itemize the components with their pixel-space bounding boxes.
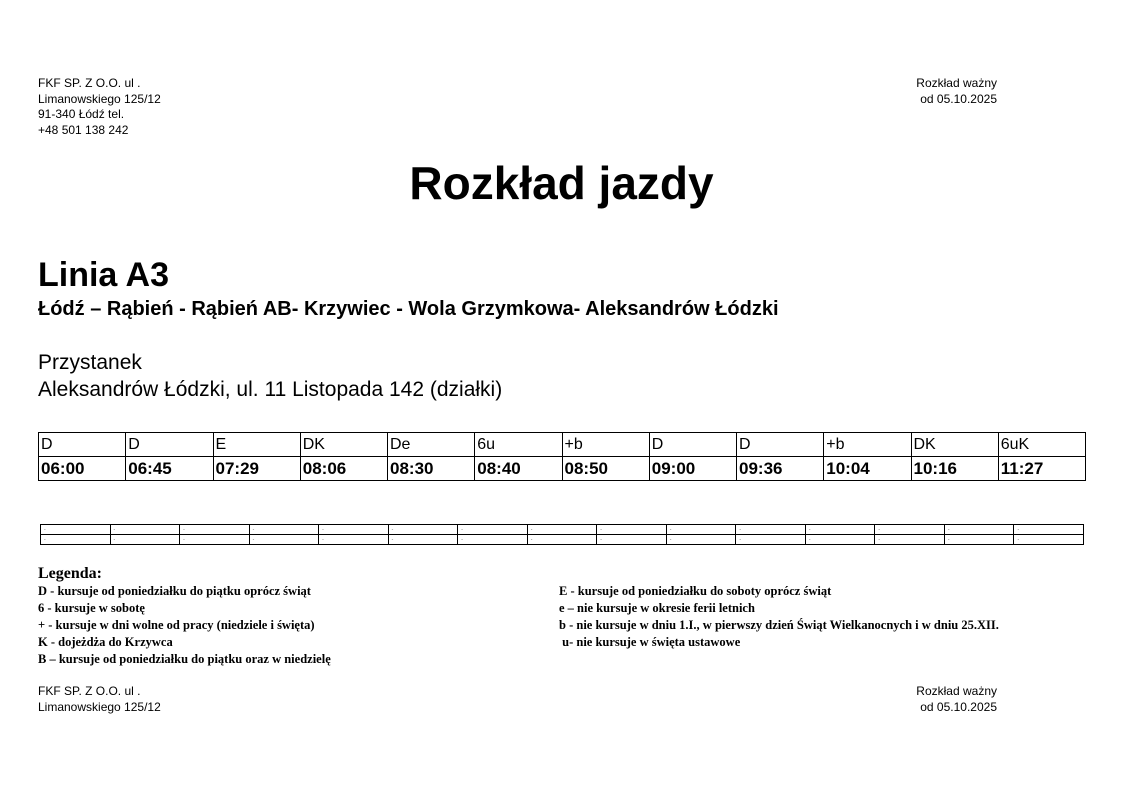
company-line: Limanowskiego 125/12 [38,699,161,714]
route-code: D [737,433,824,457]
route-code: DK [300,433,387,457]
empty-grid-cell: - [597,535,667,545]
departure-time: 10:04 [824,457,911,481]
empty-grid-cell: - [736,535,806,545]
validity-line: Rozkład ważny [916,684,997,698]
legend-item: e – nie kursuje w okresie ferii letnich [559,601,755,615]
validity-line: Rozkład ważny [916,76,997,90]
empty-grid-cell: - [110,535,180,545]
route-code: D [39,433,126,457]
empty-timetable-grid [40,524,1084,545]
departure-time: 09:00 [649,457,736,481]
empty-grid-cell: - [597,525,667,535]
empty-grid-cell: - [180,525,250,535]
empty-grid-cell: - [319,535,389,545]
timetable [38,432,1086,481]
company-line: FKF SP. Z O.O. ul . [38,684,141,698]
departure-time: 08:40 [475,457,562,481]
legend-item: K - dojeżdża do Krzywca [38,635,173,649]
company-line: FKF SP. Z O.O. ul . [38,76,141,90]
empty-grid-cell: - [944,535,1014,545]
departure-time: 09:36 [737,457,824,481]
company-line: 91-340 Łódź tel. [38,107,125,121]
empty-grid-cell: - [388,535,458,545]
empty-grid-cell: - [41,525,111,535]
route-code: +b [824,433,911,457]
empty-grid-cell: - [666,535,736,545]
legend-item: u- nie kursuje w święta ustawowe [559,635,741,649]
route-code: +b [562,433,649,457]
company-line: +48 501 138 242 [38,122,129,137]
validity-line: od 05.10.2025 [920,91,997,106]
footer-company-info [38,684,161,715]
legend-item: + - kursuje w dni wolne od pracy (niedziele i święta) [38,618,315,632]
footer-validity-info [880,684,997,715]
empty-grid-row [41,525,1084,535]
legend-heading: Legenda: [38,565,102,582]
departure-time: 06:00 [39,457,126,481]
legend-item: 6 - kursuje w sobotę [38,601,145,615]
timetable-codes-row [39,433,1086,457]
legend-item: B – kursuje od poniedziałku do piątku oraz w niedzielę [38,652,331,666]
route-code: D [649,433,736,457]
empty-grid-cell: - [249,535,319,545]
legend-left-column [38,583,331,668]
empty-grid-cell: - [110,525,180,535]
route-code: E [213,433,300,457]
departure-time: 08:30 [388,457,475,481]
empty-grid-cell: - [1014,535,1084,545]
page-title: Rozkład jazdy [409,157,714,209]
empty-grid-cell: - [944,525,1014,535]
company-line: Limanowskiego 125/12 [38,91,161,106]
empty-grid-cell: - [180,535,250,545]
stop-name: Aleksandrów Łódzki, ul. 11 Listopada 142 (działki) [38,378,503,401]
departure-time: 08:06 [300,457,387,481]
empty-grid-cell: - [736,525,806,535]
empty-grid-cell: - [1014,525,1084,535]
departure-time: 06:45 [126,457,213,481]
empty-grid-cell: - [527,535,597,545]
empty-grid-cell: - [527,525,597,535]
timetable-times-row [39,457,1086,481]
route-code: D [126,433,213,457]
line-name: Linia A3 [38,256,169,294]
empty-grid-cell: - [458,525,528,535]
validity-line: od 05.10.2025 [920,699,997,714]
legend-item: b - nie kursuje w dniu 1.I., w pierwszy dzień Świąt Wielkanocnych i w dniu 25.XII. [559,618,999,632]
validity-info [880,76,997,107]
empty-grid-cell: - [458,535,528,545]
empty-grid-row [41,535,1084,545]
route-code: 6uK [998,433,1085,457]
stop-label: Przystanek [38,351,142,374]
route-code: De [388,433,475,457]
empty-grid-cell: - [875,535,945,545]
departure-time: 08:50 [562,457,649,481]
empty-grid-cell: - [666,525,736,535]
empty-grid-cell: - [875,525,945,535]
legend-item: E - kursuje od poniedziałku do soboty oprócz świąt [559,584,832,598]
empty-grid-cell: - [41,535,111,545]
route-code: DK [911,433,998,457]
legend-item: D - kursuje od poniedziałku do piątku oprócz świąt [38,584,311,598]
departure-time: 11:27 [998,457,1085,481]
route-code: 6u [475,433,562,457]
route-description: Łódź – Rąbień - Rąbień AB- Krzywiec - Wola Grzymkowa- Aleksandrów Łódzki [38,298,779,320]
empty-grid-cell: - [388,525,458,535]
empty-grid-cell: - [319,525,389,535]
departure-time: 07:29 [213,457,300,481]
departure-time: 10:16 [911,457,998,481]
empty-grid-cell: - [249,525,319,535]
empty-grid-cell: - [805,535,875,545]
legend-right-column [559,583,999,651]
empty-grid-cell: - [805,525,875,535]
company-info [38,76,161,138]
